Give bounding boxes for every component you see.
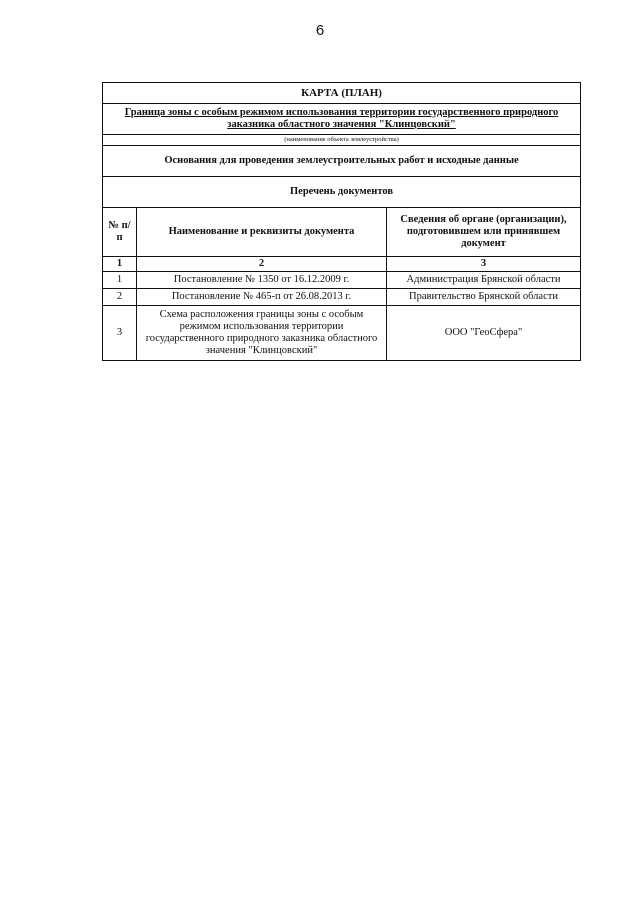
- document-org: Правительство Брянской области: [387, 289, 581, 306]
- table-row: [103, 272, 581, 289]
- document-name: Постановление № 1350 от 16.12.2009 г.: [137, 272, 387, 289]
- list-heading: Перечень документов: [103, 177, 581, 208]
- column-header-number: № п/п: [103, 208, 137, 257]
- document-name: Постановление № 465-п от 26.08.2013 г.: [137, 289, 387, 306]
- column-numbers-row: [103, 257, 581, 272]
- grounds-heading: Основания для проведения землеустроительных работ и исходные данные: [103, 146, 581, 177]
- row-number: 1: [103, 272, 137, 289]
- document-title: КАРТА (ПЛАН): [103, 83, 581, 104]
- table-row: [103, 289, 581, 306]
- grounds-row: [103, 146, 581, 177]
- object-name: Граница зоны с особым режимом использования территории государственного природного заказника областного значения "Клинцовский": [103, 104, 581, 135]
- row-number: 2: [103, 289, 137, 306]
- title-row: [103, 83, 581, 104]
- object-caption-row: [103, 135, 581, 146]
- row-number: 3: [103, 306, 137, 361]
- table-header-row: [103, 208, 581, 257]
- document-name: Схема расположения границы зоны с особым режимом использования территории государственного природного заказника областного значения "Клинцовский": [137, 306, 387, 361]
- document-org: ООО "ГеоСфера": [387, 306, 581, 361]
- object-caption: (наименование объекта землеустройства): [103, 135, 581, 146]
- document-org: Администрация Брянской области: [387, 272, 581, 289]
- column-header-org: Сведения об органе (организации), подготовившем или принявшем документ: [387, 208, 581, 257]
- column-number: 1: [103, 257, 137, 272]
- page-number: 6: [315, 22, 325, 39]
- map-plan-table: [102, 82, 581, 361]
- list-heading-row: [103, 177, 581, 208]
- column-number: 3: [387, 257, 581, 272]
- object-name-row: [103, 104, 581, 135]
- table-row: [103, 306, 581, 361]
- column-number: 2: [137, 257, 387, 272]
- column-header-name: Наименование и реквизиты документа: [137, 208, 387, 257]
